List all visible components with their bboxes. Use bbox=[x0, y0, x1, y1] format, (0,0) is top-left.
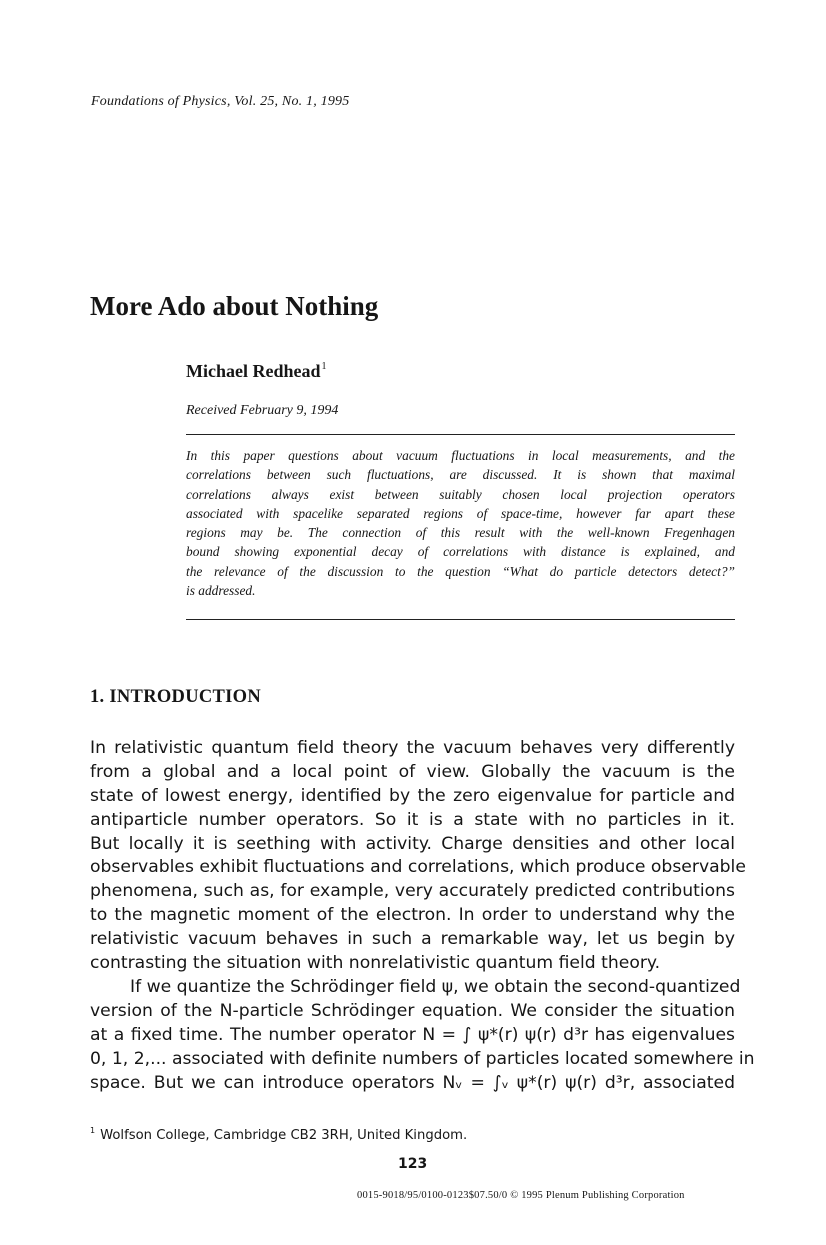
abstract-bottom-rule bbox=[186, 619, 735, 620]
abstract-line: In this paper questions about vacuum fluctuations in local measurements, and the bbox=[186, 448, 735, 463]
paragraph-line: antiparticle number operators. So it is a state with no particles in it. bbox=[90, 809, 735, 830]
paragraph-line: to the magnetic moment of the electron. In order to understand why the bbox=[90, 905, 735, 926]
abstract bbox=[186, 446, 735, 600]
section-heading: 1. INTRODUCTION bbox=[90, 687, 262, 707]
abstract-top-rule bbox=[186, 434, 735, 435]
paper-title: More Ado about Nothing bbox=[90, 291, 379, 321]
paragraph-2 bbox=[90, 976, 755, 1095]
footnote-mark: 1 bbox=[90, 1126, 96, 1135]
paragraph-line: In relativistic quantum field theory the vacuum behaves very differently bbox=[90, 738, 735, 758]
abstract-line: associated with spacelike separated regions of space-time, however far apart these bbox=[186, 505, 735, 521]
abstract-line: bound showing exponential decay of correlations with distance is explained, and bbox=[186, 544, 735, 560]
abstract-line: the relevance of the discussion to the question “What do particle detectors detect?” bbox=[186, 563, 735, 579]
received-date: Received February 9, 1994 bbox=[186, 403, 339, 418]
paragraph-line: state of lowest energy, identified by the zero eigenvalue for particle and bbox=[90, 785, 735, 806]
page-number: 123 bbox=[398, 1156, 428, 1172]
paragraph-line: relativistic vacuum behaves in such a remarkable way, let us begin by bbox=[90, 929, 735, 950]
paragraph-1 bbox=[90, 737, 746, 976]
footnote bbox=[90, 1126, 467, 1143]
paragraph-line: contrasting the situation with nonrelativistic quantum field theory. bbox=[90, 953, 661, 974]
copyright-line: 0015-9018/95/0100-0123$07.50/0 © 1995 Plenum Publishing Corporation bbox=[357, 1190, 685, 1201]
paragraph-line: If we quantize the Schrödinger field ψ, we obtain the second-quantized bbox=[130, 977, 741, 997]
paragraph-line: space. But we can introduce operators Nᵥ = ∫ᵥ ψ*(r) ψ(r) d³r, associated bbox=[90, 1072, 735, 1093]
abstract-line: regions may be. The connection of this result with the well-known Fregenhagen bbox=[186, 525, 735, 541]
abstract-line: correlations always exist between suitably chosen local projection operators bbox=[186, 486, 735, 502]
author-footnote-mark: 1 bbox=[321, 361, 327, 372]
journal-header: Foundations of Physics, Vol. 25, No. 1, 1995 bbox=[91, 94, 350, 109]
paragraph-line: observables exhibit fluctuations and correlations, which produce observable bbox=[90, 857, 746, 878]
paragraph-line: 0, 1, 2,... associated with definite numbers of particles located somewhere in bbox=[90, 1048, 755, 1069]
abstract-line: is addressed. bbox=[186, 583, 256, 599]
paragraph-line: phenomena, such as, for example, very accurately predicted contributions bbox=[90, 881, 735, 902]
footnote-text: Wolfson College, Cambridge CB2 3RH, United Kingdom. bbox=[100, 1128, 468, 1143]
author-name-text: Michael Redhead bbox=[186, 361, 321, 381]
paragraph-line: from a global and a local point of view. Globally the vacuum is the bbox=[90, 761, 735, 782]
abstract-line: correlations between such fluctuations, are discussed. It is shown that maximal bbox=[186, 467, 735, 483]
author-name bbox=[186, 361, 327, 382]
paragraph-line: But locally it is seething with activity. Charge densities and other local bbox=[90, 833, 735, 854]
paragraph-line: version of the N-particle Schrödinger equation. We consider the situation bbox=[90, 1000, 735, 1021]
paragraph-line: at a fixed time. The number operator N = ∫ ψ*(r) ψ(r) d³r has eigenvalues bbox=[90, 1024, 735, 1045]
